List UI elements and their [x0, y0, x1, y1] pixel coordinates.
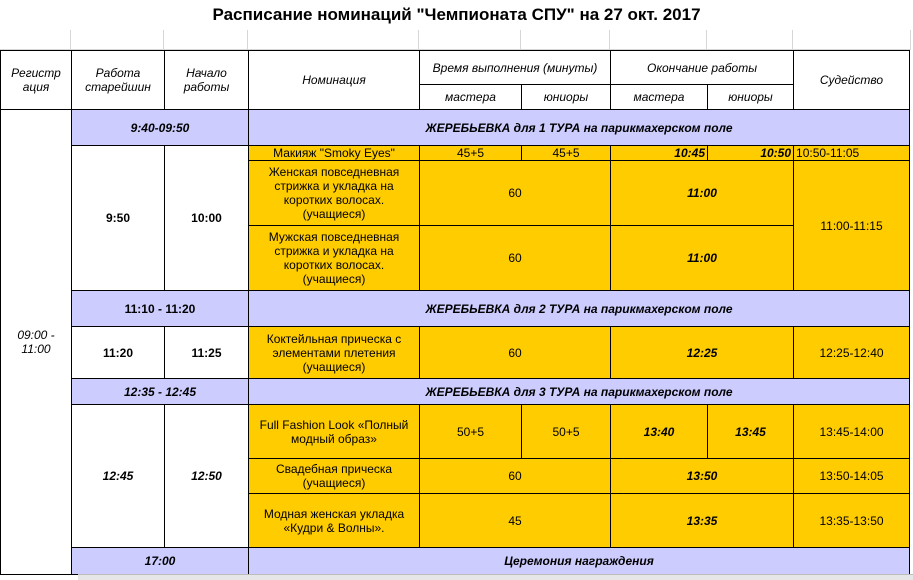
nomination-name: Коктейльная прическа с элементами плетения (учащиеся) — [249, 327, 420, 379]
subheader-duration-juniors: юниоры — [522, 85, 611, 110]
duration-value: 60 — [420, 459, 611, 494]
horizontal-scrollbar[interactable] — [78, 574, 913, 580]
ceremony-label: Церемония награждения — [249, 548, 910, 575]
judging-time: 13:35-13:50 — [794, 494, 910, 548]
table-row — [1, 146, 910, 161]
draw-row-2 — [1, 291, 910, 327]
duration-juniors: 45+5 — [522, 146, 611, 161]
draw-row-1 — [1, 110, 910, 146]
nomination-name: Модная женская укладка «Кудри & Волны». — [249, 494, 420, 548]
tour3-start-time: 12:50 — [165, 405, 249, 548]
subheader-end-masters: мастера — [611, 85, 708, 110]
subheader-duration-masters: мастера — [420, 85, 522, 110]
table-row — [1, 405, 910, 459]
end-juniors: 13:45 — [708, 405, 794, 459]
judging-time: 11:00-11:15 — [794, 161, 910, 291]
end-masters: 10:45 — [611, 146, 708, 161]
judging-time: 12:25-12:40 — [794, 327, 910, 379]
judging-time: 13:50-14:05 — [794, 459, 910, 494]
end-masters: 13:40 — [611, 405, 708, 459]
header-nomination: Номинация — [249, 51, 420, 110]
header-end: Окончание работы — [611, 51, 794, 85]
draw-time-3: 12:35 - 12:45 — [72, 379, 249, 405]
end-juniors: 10:50 — [708, 146, 794, 161]
end-time: 12:25 — [611, 327, 794, 379]
duration-juniors: 50+5 — [522, 405, 611, 459]
header-duration: Время выполнения (минуты) — [420, 51, 611, 85]
subheader-end-juniors: юниоры — [708, 85, 794, 110]
draw-time-2: 11:10 - 11:20 — [72, 291, 249, 327]
nomination-name: Макияж "Smoky Eyes" — [249, 146, 420, 161]
header-row — [1, 51, 910, 85]
nomination-name: Женская повседневная стрижка и укладка на коротких волосах. (учащиеся) — [249, 161, 420, 226]
ceremony-time: 17:00 — [72, 548, 249, 575]
duration-value: 60 — [420, 161, 611, 226]
end-time: 13:50 — [611, 459, 794, 494]
schedule-title: Расписание номинаций "Чемпионата СПУ" на 27 окт. 2017 — [212, 5, 701, 24]
end-time: 11:00 — [611, 226, 794, 291]
nomination-name: Full Fashion Look «Полный модный образ» — [249, 405, 420, 459]
header-registration: Регистр ация — [1, 51, 72, 110]
tour2-start-time: 11:25 — [165, 327, 249, 379]
duration-masters: 50+5 — [420, 405, 522, 459]
nomination-name: Мужская повседневная стрижка и укладка на коротких волосах. (учащиеся) — [249, 226, 420, 291]
tour3-elders-time: 12:45 — [72, 405, 165, 548]
header-start: Начало работы — [165, 51, 249, 110]
duration-value: 45 — [420, 494, 611, 548]
end-time: 13:35 — [611, 494, 794, 548]
header-elders: Работа старейшин — [72, 51, 165, 110]
nomination-name: Свадебная прическа (учащиеся) — [249, 459, 420, 494]
draw-row-3 — [1, 379, 910, 405]
spreadsheet-empty-row — [0, 30, 913, 50]
judging-time: 13:45-14:00 — [794, 405, 910, 459]
table-row — [1, 327, 910, 379]
judging-time: 10:50-11:05 — [794, 146, 910, 161]
tour2-elders-time: 11:20 — [72, 327, 165, 379]
draw-label-1: ЖЕРЕБЬЕВКА для 1 ТУРА на парикмахерском поле — [249, 110, 910, 146]
end-time: 11:00 — [611, 161, 794, 226]
schedule-table — [0, 50, 910, 575]
header-judging: Судейство — [794, 51, 910, 110]
duration-value: 60 — [420, 327, 611, 379]
duration-value: 60 — [420, 226, 611, 291]
tour1-elders-time: 9:50 — [72, 146, 165, 291]
tour1-start-time: 10:00 — [165, 146, 249, 291]
registration-time: 09:00 - 11:00 — [1, 110, 72, 575]
duration-masters: 45+5 — [420, 146, 522, 161]
draw-label-2: ЖЕРЕБЬЕВКА для 2 ТУРА на парикмахерском поле — [249, 291, 910, 327]
draw-time-1: 9:40-09:50 — [72, 110, 249, 146]
ceremony-row — [1, 548, 910, 575]
draw-label-3: ЖЕРЕБЬЕВКА для 3 ТУРА на парикмахерском поле — [249, 379, 910, 405]
